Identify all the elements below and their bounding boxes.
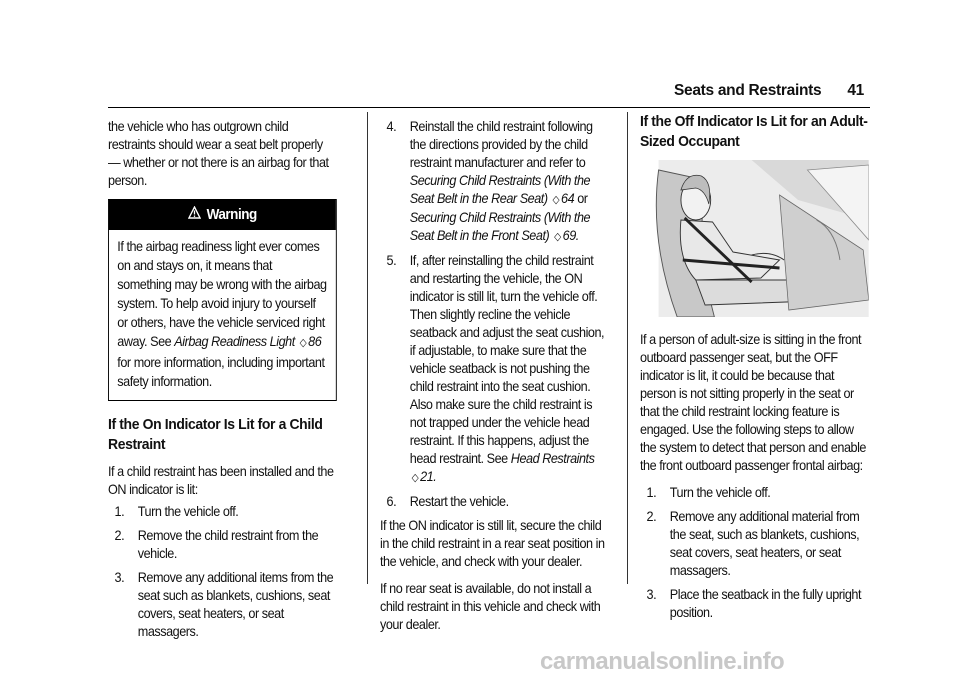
xref-page[interactable]: 64 (561, 191, 575, 206)
paragraph: If the ON indicator is still lit, secure the child in the child restraint in a rear seat position in the vehicle, and check with your dealer. (380, 518, 605, 569)
list-item: 2. Remove any additional material from the seat, such as blankets, cushions, seat covers, seat heaters, or seat massagers. (646, 509, 860, 578)
list-item: 1. Turn the vehicle off. (646, 485, 771, 500)
steps-list (380, 118, 609, 511)
column-2 (380, 118, 609, 643)
list-item: 3. Place the seatback in the fully upright position. (646, 587, 862, 620)
paragraph: If no rear seat is available, do not install a child restraint in this vehicle and check with your dealer. (380, 581, 601, 632)
column-3 (640, 112, 869, 628)
watermark: carmanualsonline.info (540, 648, 785, 675)
steps-list (640, 484, 869, 622)
section-title: Seats and Restraints (673, 82, 822, 99)
page-ref-icon: ◇ (554, 231, 561, 243)
page-ref-icon: ◇ (299, 337, 307, 349)
xref-link[interactable]: Airbag Readiness Light (174, 334, 295, 349)
section-heading: If the Off Indicator Is Lit for an Adult-Sized Occupant (640, 113, 868, 150)
column-1 (108, 118, 337, 647)
page-header (674, 82, 864, 100)
list-item: 4. Reinstall the child restraint following the directions provided by the child restraint manufacturer and refer to Securing Child Restraints (With the Seat Belt in the Rear Seat) ◇ 64 or Securing Child Restraints (With the Seat Belt in the Front Seat) ◇ 69. (386, 119, 593, 243)
list-item: 6. Restart the vehicle. (386, 494, 509, 509)
lead-paragraph: If a child restraint has been installed and the ON indicator is lit: (108, 464, 334, 497)
steps-list (108, 503, 337, 641)
page-number: 41 (847, 82, 864, 99)
xref-link[interactable]: Head Restraints (510, 451, 595, 466)
header-rule (108, 107, 870, 108)
list-item: 2. Remove the child restraint from the vehicle. (114, 528, 319, 561)
page-ref-icon: ◇ (552, 194, 560, 206)
list-item: 5. If, after reinstalling the child restraint and restarting the vehicle, the ON indicator is still lit, turn the vehicle off. Then slightly recline the vehicle seatback and adjust the seat cushion, if adjustable, to make sure that the vehicle seatback is not pushing the child restraint into the seat cushion. Also make sure the child restraint is not trapped under the vehicle head restraint. If this happens, adjust the head restraint. See Head Restraints ◇ 21. (386, 253, 605, 484)
xref-page[interactable]: 86 (308, 334, 322, 349)
column-divider (627, 112, 628, 584)
page-ref-icon: ◇ (411, 472, 419, 484)
intro-paragraph: the vehicle who has outgrown child restraints should wear a seat belt properly — whether or not there is an airbag for that person. (108, 119, 329, 188)
paragraph: If a person of adult-size is sitting in the front outboard passenger seat, but the OFF indicator is lit, it could be because that person is not sitting properly in the seat or that the child restraint locking feature is engaged. Use the following steps to allow the system to detect that person and enable the front outboard passenger frontal airbag: (640, 332, 866, 473)
warning-body: If the airbag readiness light ever comes on and stays on, it means that something may be wrong with the airbag system. To help avoid injury to yourself or others, have the vehicle serviced right away. See Airbag Readiness Light ◇ 86 for more information, including important safety information. (117, 239, 327, 389)
xref-page[interactable]: 21. (420, 469, 437, 484)
warning-triangle-icon (188, 205, 201, 223)
warning-title: Warning (206, 207, 257, 223)
column-divider (367, 112, 368, 584)
xref-page[interactable]: 69. (562, 228, 579, 243)
warning-box (108, 199, 337, 401)
adult-passenger-illustration (640, 160, 869, 317)
xref-link[interactable]: Securing Child Restraints (With the Seat Belt in the Front Seat) (409, 210, 591, 243)
section-heading: If the On Indicator Is Lit for a Child Restraint (108, 416, 323, 453)
list-item: 3. Remove any additional items from the seat such as blankets, cushions, seat covers, seat heaters, or seat massagers. (114, 570, 334, 639)
list-item: 1. Turn the vehicle off. (114, 504, 239, 519)
xref-link[interactable]: Securing Child Restraints (With the Seat Belt in the Rear Seat) (409, 173, 591, 206)
warning-header (109, 200, 336, 230)
